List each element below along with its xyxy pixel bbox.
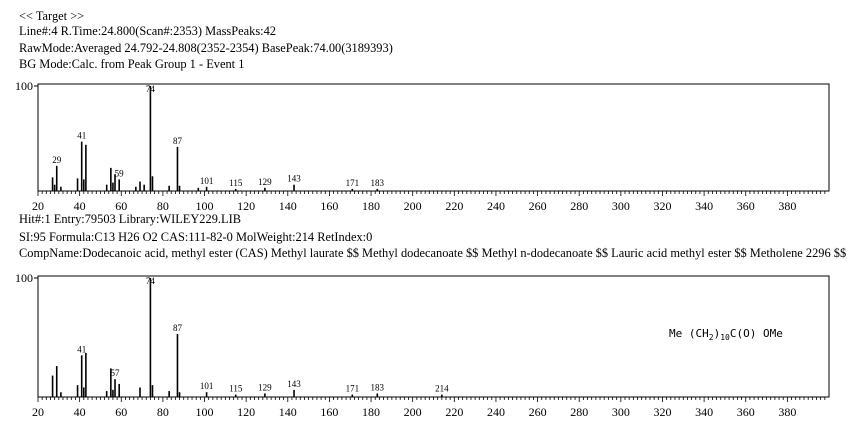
peak-label: 41 [77, 130, 87, 141]
x-tick-label: 280 [570, 405, 589, 419]
x-tick-label: 240 [486, 405, 505, 419]
peak-label: 41 [77, 344, 87, 355]
x-tick-label: 360 [736, 199, 755, 213]
x-tick-label: 140 [278, 405, 297, 419]
peak-label: 87 [172, 135, 182, 146]
x-tick-label: 220 [445, 199, 464, 213]
x-tick-label: 240 [486, 199, 505, 213]
x-tick-label: 280 [570, 199, 589, 213]
plot-frame [38, 84, 829, 191]
target-spectrum-panel [15, 79, 829, 213]
x-tick-label: 340 [695, 405, 714, 419]
peak-label: 143 [287, 173, 301, 184]
x-tick-label: 160 [320, 199, 339, 213]
x-tick-label: 60 [115, 405, 128, 419]
target-heading: << Target >> [19, 9, 85, 23]
peak-label: 171 [345, 383, 360, 394]
peak-label: 183 [370, 382, 385, 393]
x-tick-label: 100 [195, 199, 214, 213]
x-tick-label: 180 [362, 199, 381, 213]
x-tick-label: 120 [237, 405, 256, 419]
peak-label: 87 [172, 322, 182, 333]
x-tick-label: 60 [115, 199, 128, 213]
hit-formula-line: SI:95 Formula:C13 H26 O2 CAS:111-82-0 MolWeight:214 RetIndex:0 [19, 230, 373, 244]
x-tick-label: 220 [445, 405, 464, 419]
y-tick-label: 100 [15, 271, 33, 285]
peak-label: 57 [110, 368, 120, 379]
x-tick-label: 200 [403, 199, 422, 213]
library-spectrum-panel [15, 271, 829, 419]
x-tick-label: 20 [32, 405, 44, 419]
x-tick-label: 320 [653, 199, 672, 213]
peak-label: 115 [229, 383, 243, 394]
peak-label: 129 [258, 176, 272, 187]
x-tick-label: 300 [611, 405, 630, 419]
y-tick-label: 100 [15, 79, 33, 93]
compound-name-line: CompName:Dodecanoic acid, methyl ester (CAS) Methyl laurate $$ Methyl dodecanoate $$ Methyl n-dodecanoate $$ Lauric acid methyl ester $$ Metholene 2296 $$ [19, 246, 847, 260]
x-tick-label: 40 [73, 405, 86, 419]
peak-label: 143 [287, 378, 301, 389]
peak-label: 115 [229, 177, 243, 188]
peak-label: 59 [114, 168, 124, 179]
x-tick-label: 260 [528, 405, 547, 419]
x-tick-label: 380 [778, 405, 797, 419]
peak-label: 129 [258, 382, 272, 393]
x-tick-label: 100 [195, 405, 214, 419]
peak-label: 74 [145, 276, 155, 286]
x-tick-label: 380 [778, 199, 797, 213]
x-tick-label: 320 [653, 405, 672, 419]
x-tick-label: 200 [403, 405, 422, 419]
structure-formula: Me $(CH_2)_{10}C(O)$ OMe [669, 327, 783, 342]
x-tick-label: 160 [320, 405, 339, 419]
peak-label: 101 [199, 381, 214, 392]
peak-label: 29 [52, 154, 62, 165]
bgmode-line: BG Mode:Calc. from Peak Group 1 - Event 1 [19, 57, 245, 71]
rawmode-line: RawMode:Averaged 24.792-24.808(2352-2354) BasePeak:74.00(3189393) [19, 41, 393, 55]
peak-label: 171 [345, 177, 360, 188]
x-tick-label: 180 [362, 405, 381, 419]
x-tick-label: 300 [611, 199, 630, 213]
peak-label: 74 [145, 84, 155, 94]
hit-info-line: Hit#:1 Entry:79503 Library:WILEY229.LIB [19, 212, 241, 226]
x-tick-label: 340 [695, 199, 714, 213]
peak-label: 214 [435, 383, 449, 394]
x-tick-label: 20 [32, 199, 44, 213]
x-tick-label: 260 [528, 199, 547, 213]
x-tick-label: 80 [156, 405, 169, 419]
x-tick-label: 40 [73, 199, 86, 213]
x-tick-label: 80 [156, 199, 169, 213]
peak-label: 183 [370, 177, 385, 188]
x-tick-label: 140 [278, 199, 297, 213]
x-tick-label: 120 [237, 199, 256, 213]
scan-info-line: Line#:4 R.Time:24.800(Scan#:2353) MassPeaks:42 [19, 24, 276, 38]
peak-label: 101 [199, 175, 214, 186]
x-tick-label: 360 [736, 405, 755, 419]
